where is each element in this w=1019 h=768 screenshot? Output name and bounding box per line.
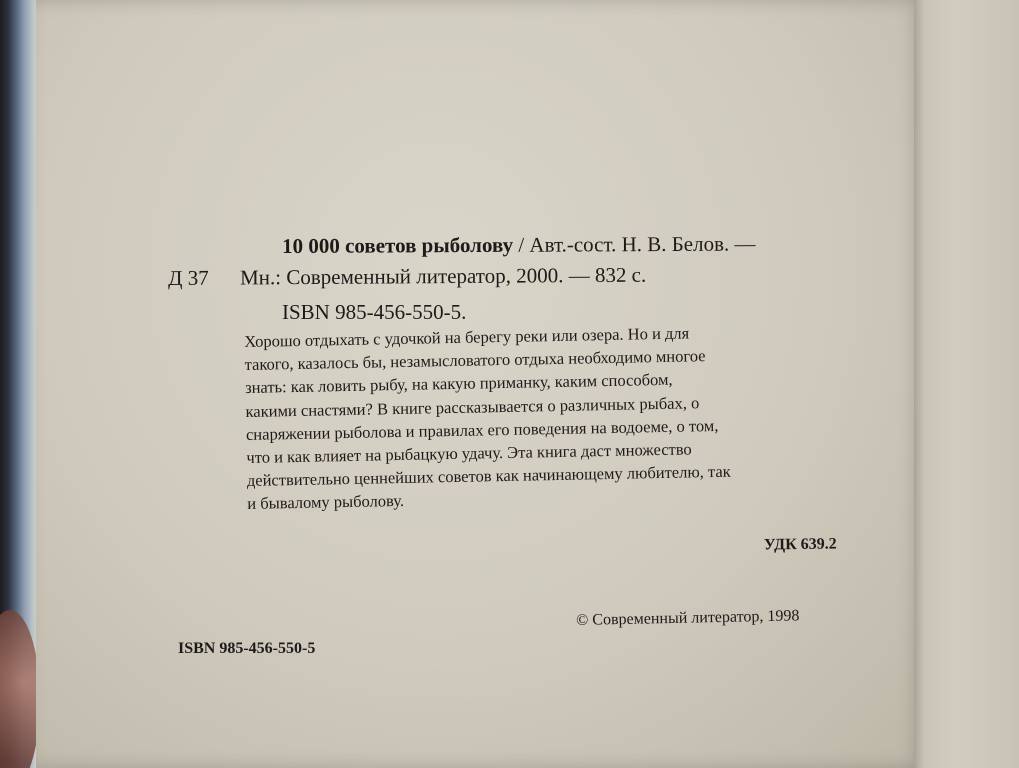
facing-page-edge [914,0,1019,768]
isbn-line: ISBN 985-456-550-5. [282,300,467,324]
bibliographic-imprint-line [168,263,646,291]
annotation-paragraph [244,318,859,515]
annotation-line: и бывалому рыболову. [247,491,405,514]
udk-code: УДК 639.2 [763,535,837,554]
annotation-line: снаряжении рыболова и правилах его поведения на водоеме, о том, [245,415,719,444]
imprint-text: Мн.: Современный литератор, 2000. — 832 с. [239,262,647,290]
annotation-line: такого, казалось бы, незамысловатого отдыха необходимо многое [244,346,706,375]
annotation-line: какими снастями? В книге рассказывается о различных рыбах, о [245,392,700,421]
annotation-line: действительно ценнейших советов как начинающему любителю, так [246,461,731,491]
isbn-bottom: ISBN 985-456-550-5 [178,640,316,657]
annotation-line: знать: как ловить рыбу, на какую приманку, каким способом, [244,370,673,398]
author-statement: / Авт.-сост. Н. В. Белов. — [512,231,756,257]
copyright-notice: © Современный литератор, 1998 [576,607,800,629]
book-title: 10 000 советов рыболову [282,232,514,258]
bibliographic-title-line [282,232,756,259]
annotation-line: Хорошо отдыхать с удочкой на берегу реки или озера. Но и для [244,323,690,351]
cutter-mark: Д 37 [168,265,209,290]
annotation-line: что и как влияет на рыбацкую удачу. Эта книга даст множество [246,439,692,467]
